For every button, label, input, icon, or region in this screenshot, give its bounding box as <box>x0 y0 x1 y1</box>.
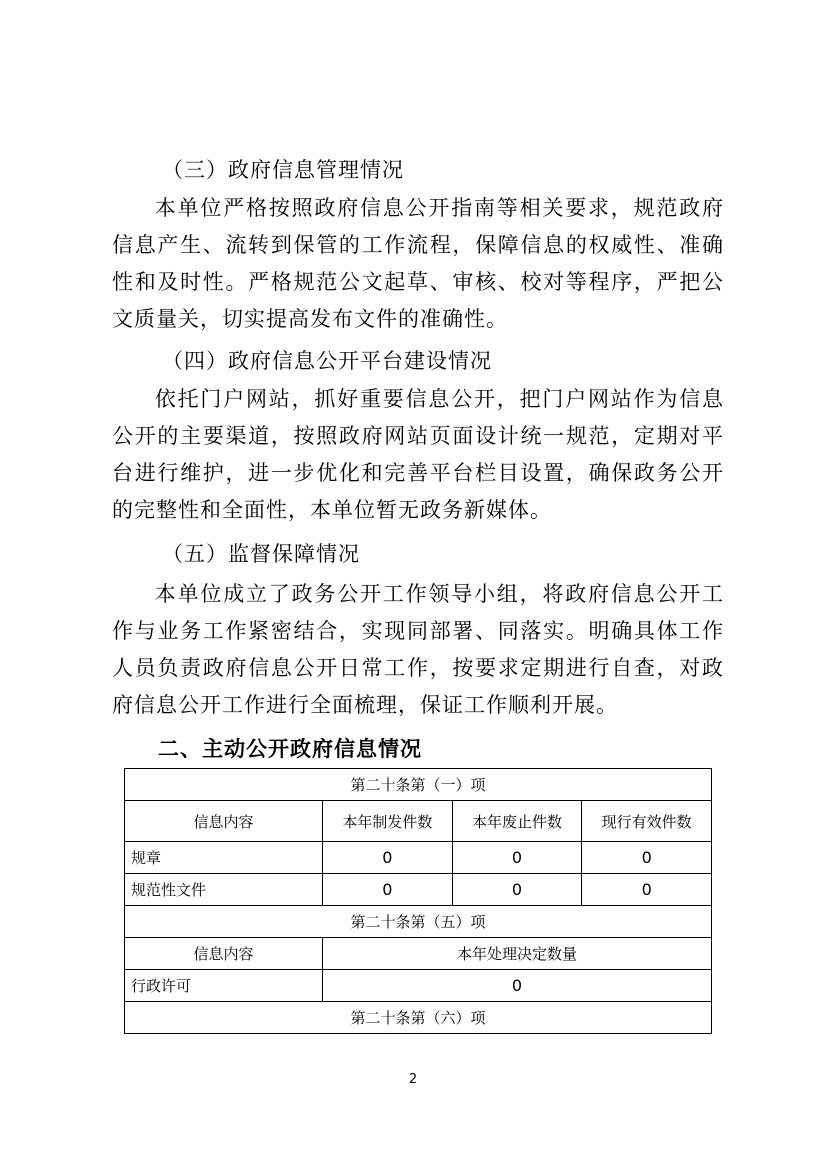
row-value: 0 <box>452 842 582 874</box>
header-abolished: 本年废止件数 <box>452 801 582 842</box>
section-1-title: 第二十条第（一）项 <box>125 769 712 801</box>
row-label: 行政许可 <box>125 970 323 1002</box>
table-row <box>125 970 712 1002</box>
header-content: 信息内容 <box>125 938 323 970</box>
section-3-body-text: 本单位严格按照政府信息公开指南等相关要求，规范政府信息产生、流转到保管的工作流程，保障信息的权威性、准确性和及时性。严格规范公文起草、审核、校对等程序，严把公文质量关，切实提高发布文件的准确性。 <box>112 196 724 331</box>
section-5-body <box>112 576 724 724</box>
table-row <box>125 874 712 906</box>
row-value: 0 <box>323 970 712 1002</box>
section-4-body <box>112 381 724 529</box>
header-valid: 现行有效件数 <box>582 801 712 842</box>
disclosure-table <box>124 768 712 1034</box>
row-value: 0 <box>323 842 453 874</box>
header-content: 信息内容 <box>125 801 323 842</box>
section-3-heading: （三）政府信息管理情况 <box>162 158 404 182</box>
table-section-row <box>125 1002 712 1034</box>
section-4-body-text: 依托门户网站，抓好重要信息公开，把门户网站作为信息公开的主要渠道，按照政府网站页面设计统一规范，定期对平台进行维护，进一步优化和完善平台栏目设置，确保政务公开的完整性和全面性，本单位暂无政务新媒体。 <box>112 387 724 522</box>
section-6-title: 第二十条第（六）项 <box>125 1002 712 1034</box>
part-2-heading: 二、主动公开政府信息情况 <box>158 737 422 761</box>
page-number: 2 <box>408 1072 418 1087</box>
section-5-heading: （五）监督保障情况 <box>162 542 360 566</box>
section-4-heading: （四）政府信息公开平台建设情况 <box>162 349 492 373</box>
row-value: 0 <box>323 874 453 906</box>
row-value: 0 <box>582 874 712 906</box>
table-section-row <box>125 769 712 801</box>
header-issued: 本年制发件数 <box>323 801 453 842</box>
row-value: 0 <box>452 874 582 906</box>
row-label: 规范性文件 <box>125 874 323 906</box>
header-decisions: 本年处理决定数量 <box>323 938 712 970</box>
table-row <box>125 842 712 874</box>
section-5-title: 第二十条第（五）项 <box>125 906 712 938</box>
section-5-body-text: 本单位成立了政务公开工作领导小组，将政府信息公开工作与业务工作紧密结合，实现同部署、同落实。明确具体工作人员负责政府信息公开日常工作，按要求定期进行自查，对政府信息公开工作进行全面梳理，保证工作顺利开展。 <box>112 582 724 717</box>
table-section-row <box>125 906 712 938</box>
table-header-row <box>125 938 712 970</box>
section-3-body <box>112 190 724 338</box>
table-header-row <box>125 801 712 842</box>
row-value: 0 <box>582 842 712 874</box>
row-label: 规章 <box>125 842 323 874</box>
